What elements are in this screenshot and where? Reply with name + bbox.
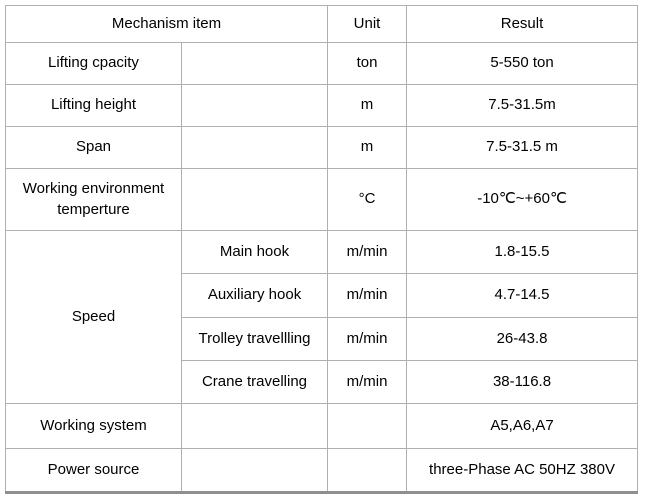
row-working-system xyxy=(6,404,638,449)
spacer-cell xyxy=(182,169,328,231)
subitem-cell-auxiliary-hook: Auxiliary hook xyxy=(182,274,328,318)
row-span xyxy=(6,127,638,169)
result-cell-lifting-height: 7.5-31.5m xyxy=(407,85,638,127)
header-row xyxy=(6,6,638,43)
result-cell-trolley-travelling: 26-43.8 xyxy=(407,318,638,361)
subitem-cell-main-hook: Main hook xyxy=(182,231,328,274)
unit-cell-working-environment-temperature: °C xyxy=(328,169,407,231)
spacer-cell xyxy=(182,404,328,449)
unit-cell-working-system xyxy=(328,404,407,449)
item-cell-span: Span xyxy=(6,127,182,169)
item-cell-lifting-height: Lifting height xyxy=(6,85,182,127)
unit-cell-auxiliary-hook: m/min xyxy=(328,274,407,318)
spacer-cell xyxy=(182,85,328,127)
result-cell-working-environment-temperature: -10℃~+60℃ xyxy=(407,169,638,231)
unit-cell-lifting-height: m xyxy=(328,85,407,127)
result-cell-crane-travelling: 38-116.8 xyxy=(407,361,638,404)
result-cell-main-hook: 1.8-15.5 xyxy=(407,231,638,274)
spacer-cell xyxy=(182,449,328,493)
header-mechanism-item: Mechanism item xyxy=(6,6,328,43)
spacer-cell xyxy=(182,127,328,169)
result-cell-span: 7.5-31.5 m xyxy=(407,127,638,169)
unit-cell-trolley-travelling: m/min xyxy=(328,318,407,361)
subitem-cell-crane-travelling: Crane travelling xyxy=(182,361,328,404)
result-cell-power-source: three-Phase AC 50HZ 380V xyxy=(407,449,638,493)
spacer-cell xyxy=(182,43,328,85)
crane-specs-table xyxy=(5,5,638,494)
row-working-environment-temperature xyxy=(6,169,638,231)
result-cell-working-system: A5,A6,A7 xyxy=(407,404,638,449)
result-cell-auxiliary-hook: 4.7-14.5 xyxy=(407,274,638,318)
unit-cell-power-source xyxy=(328,449,407,493)
unit-cell-main-hook: m/min xyxy=(328,231,407,274)
item-cell-working-system: Working system xyxy=(6,404,182,449)
row-power-source xyxy=(6,449,638,493)
header-unit: Unit xyxy=(328,6,407,43)
row-lifting-capacity xyxy=(6,43,638,85)
subitem-cell-trolley-travelling: Trolley travellling xyxy=(182,318,328,361)
item-cell-working-environment-temperature: Working environment temperture xyxy=(6,169,182,231)
unit-cell-lifting-capacity: ton xyxy=(328,43,407,85)
item-cell-speed: Speed xyxy=(6,231,182,404)
header-result: Result xyxy=(407,6,638,43)
item-cell-power-source: Power source xyxy=(6,449,182,493)
unit-cell-crane-travelling: m/min xyxy=(328,361,407,404)
row-lifting-height xyxy=(6,85,638,127)
unit-cell-span: m xyxy=(328,127,407,169)
result-cell-lifting-capacity: 5-550 ton xyxy=(407,43,638,85)
item-cell-lifting-capacity: Lifting cpacity xyxy=(6,43,182,85)
row-speed-main-hook xyxy=(6,231,638,274)
